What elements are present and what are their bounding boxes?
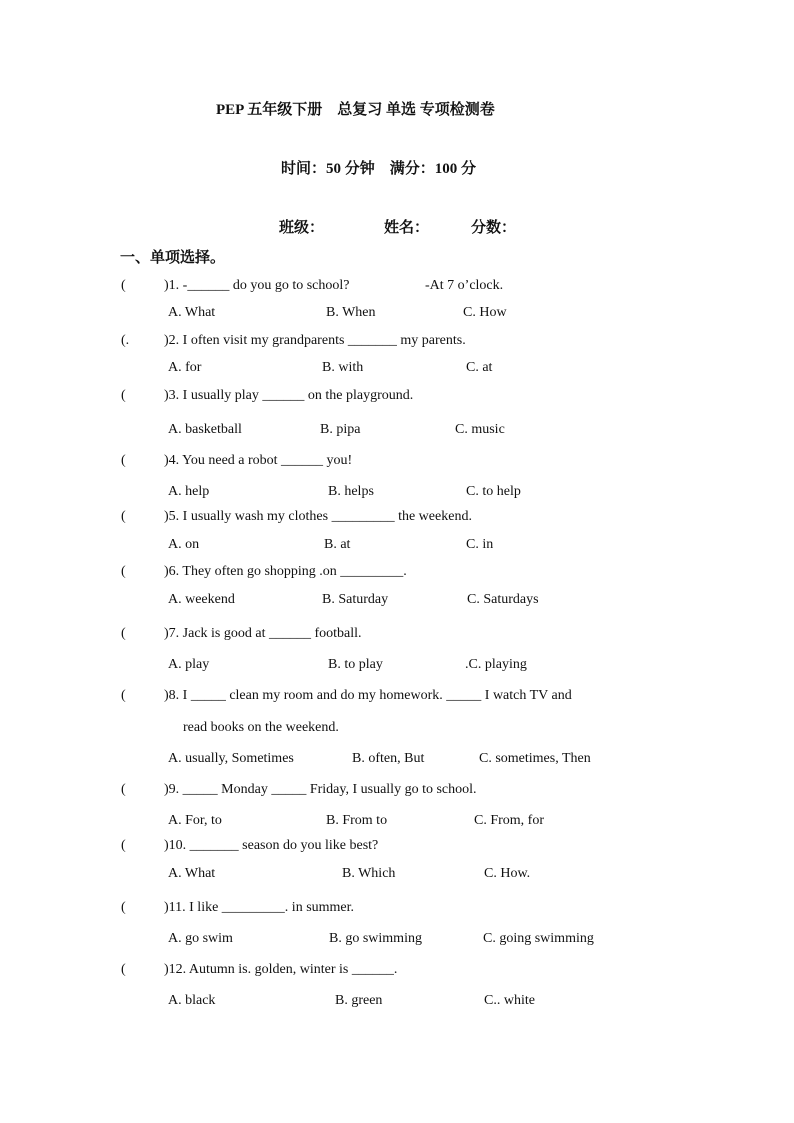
option-a: A. usually, Sometimes <box>168 751 294 766</box>
class-label: 班级： <box>279 220 325 236</box>
option-c: C. How. <box>484 866 531 881</box>
question-stem: )5. I usually wash my clothes _________ the weekend. <box>164 509 472 524</box>
option-c: C.. white <box>484 993 535 1008</box>
answer-paren[interactable]: ( <box>121 962 126 977</box>
answer-paren[interactable]: ( <box>121 688 126 703</box>
question-stem: )3. I usually play ______ on the playground. <box>164 388 414 403</box>
answer-paren[interactable]: ( <box>121 626 126 641</box>
section-title: 一、单项选择。 <box>120 250 226 266</box>
option-a: A. basketball <box>168 422 242 437</box>
option-b: B. helps <box>328 484 374 499</box>
option-c: C. music <box>455 422 505 437</box>
answer-paren[interactable]: ( <box>121 564 126 579</box>
option-c: C. sometimes, Then <box>479 751 591 766</box>
question-stem: )7. Jack is good at ______ football. <box>164 626 362 641</box>
option-a: A. for <box>168 360 202 375</box>
option-a: A. black <box>168 993 216 1008</box>
option-b: B. pipa <box>320 422 361 437</box>
option-a: A. go swim <box>168 931 233 946</box>
option-c: C. to help <box>466 484 521 499</box>
option-a: A. What <box>168 305 216 320</box>
name-label: 姓名： <box>384 220 430 236</box>
question-stem: )2. I often visit my grandparents _______ my parents. <box>164 333 466 348</box>
option-c: C. From, for <box>474 813 544 828</box>
answer-paren[interactable]: ( <box>121 388 126 403</box>
answer-paren[interactable]: ( <box>121 838 126 853</box>
answer-paren[interactable]: ( <box>121 453 126 468</box>
answer-paren[interactable]: ( <box>121 509 126 524</box>
option-b: B. From to <box>326 813 388 828</box>
option-b: B. with <box>322 360 364 375</box>
option-b: B. to play <box>328 657 383 672</box>
option-b: B. Which <box>342 866 396 881</box>
option-c: C. Saturdays <box>467 592 539 607</box>
question-stem: )1. -______ do you go to school? <box>164 278 350 293</box>
option-b: B. at <box>324 537 351 552</box>
question-stem: )8. I _____ clean my room and do my homework. _____ I watch TV and <box>164 688 572 703</box>
answer-paren[interactable]: ( <box>121 900 126 915</box>
time-and-score-info: 时间：50 分钟 满分：100 分 <box>281 161 477 177</box>
option-a: A. play <box>168 657 210 672</box>
option-a: A. What <box>168 866 216 881</box>
question-stem: )11. I like _________. in summer. <box>164 900 355 915</box>
answer-paren[interactable]: ( <box>121 782 126 797</box>
question-stem: )9. _____ Monday _____ Friday, I usually go to school. <box>164 782 477 797</box>
option-c: .C. playing <box>465 657 527 672</box>
option-b: B. green <box>335 993 383 1008</box>
option-a: A. help <box>168 484 210 499</box>
question-answer-hint: -At 7 o’clock. <box>425 278 504 293</box>
option-c: C. How <box>463 305 507 320</box>
question-stem: )10. _______ season do you like best? <box>164 838 379 853</box>
option-b: B. Saturday <box>322 592 389 607</box>
option-c: C. going swimming <box>483 931 594 946</box>
question-stem: )4. You need a robot ______ you! <box>164 453 353 468</box>
answer-paren[interactable]: (. <box>121 333 130 348</box>
option-a: A. weekend <box>168 592 235 607</box>
option-b: B. often, But <box>352 751 425 766</box>
question-stem: )12. Autumn is. golden, winter is ______. <box>164 962 398 977</box>
page-title: PEP 五年级下册 总复习 单选 专项检测卷 <box>216 102 495 118</box>
option-b: B. When <box>326 305 376 320</box>
option-c: C. at <box>466 360 493 375</box>
score-label: 分数： <box>471 220 517 236</box>
option-b: B. go swimming <box>329 931 422 946</box>
answer-paren[interactable]: ( <box>121 278 126 293</box>
question-stem-continued: read books on the weekend. <box>183 720 339 735</box>
option-c: C. in <box>466 537 494 552</box>
option-a: A. For, to <box>168 813 222 828</box>
question-stem: )6. They often go shopping .on _________. <box>164 564 407 579</box>
option-a: A. on <box>168 537 200 552</box>
